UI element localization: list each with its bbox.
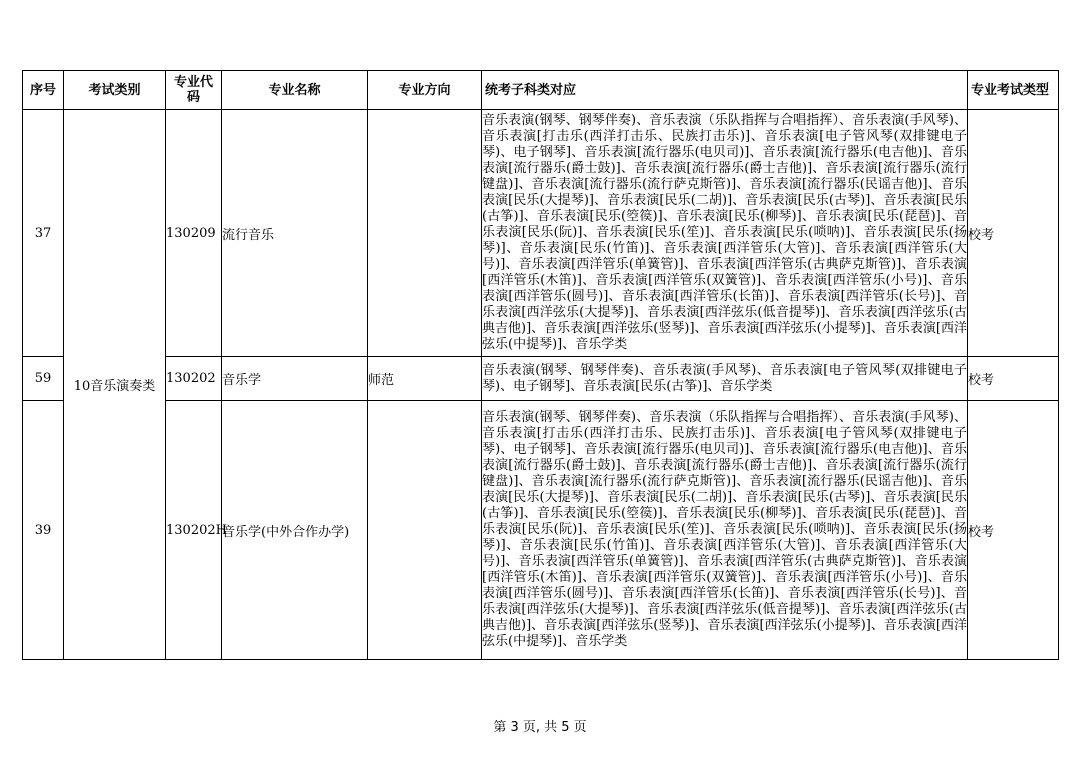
header-name: 专业名称 [222,71,368,110]
table-header-row [23,71,1059,110]
header-direction: 专业方向 [368,71,482,110]
header-code: 专业代码 [166,71,222,110]
page-number: 第 3 页, 共 5 页 [493,720,587,735]
header-exam-type: 专业考试类型 [968,71,1059,110]
seq-cell: 39 [23,401,64,660]
direction-cell [368,401,482,660]
table-row [23,110,1059,357]
exam-type-cell: 校考 [968,401,1059,660]
category-cell: 10音乐演奏类 [64,110,166,660]
major-name-cell: 音乐学(中外合作办学) [222,401,368,660]
subjects-cell: 音乐表演(钢琴、钢琴伴奏)、音乐表演(手风琴)、音乐表演[电子管风琴(双排键电子琴)、电子钢琴]、音乐表演[民乐(古筝)]、音乐学类 [482,357,968,401]
code-cell: 130209 [166,110,222,357]
header-subjects: 统考子科类对应 [482,71,968,110]
code-cell: 130202H [166,401,222,660]
code-cell: 130202 [166,357,222,401]
direction-cell [368,110,482,357]
seq-cell: 59 [23,357,64,401]
table-row [23,401,1059,660]
exam-type-cell: 校考 [968,110,1059,357]
major-name-cell: 音乐学 [222,357,368,401]
seq-cell: 37 [23,110,64,357]
major-name-cell: 流行音乐 [222,110,368,357]
header-category: 考试类别 [64,71,166,110]
header-seq: 序号 [23,71,64,110]
table-row [23,357,1059,401]
direction-cell: 师范 [368,357,482,401]
exam-type-cell: 校考 [968,357,1059,401]
admissions-table [22,70,1059,660]
subjects-cell: 音乐表演(钢琴、钢琴伴奏)、音乐表演（乐队指挥与合唱指挥）、音乐表演(手风琴)、音乐表演[打击乐(西洋打击乐、民族打击乐)]、音乐表演[电子管风琴(双排键电子琴)、电子钢琴]、音乐表演[流行器乐(电贝司)]、音乐表演[流行器乐(电吉他)]、音乐表演[流行器乐(爵士鼓)]、音乐表演[流行器乐(爵士吉他)]、音乐表演[流行器乐(流行键盘)]、音乐表演[流行器乐(流行萨克斯管)]、音乐表演[流行器乐(民谣吉他)]、音乐表演[民乐(大提琴)]、音乐表演[民乐(二胡)]、音乐表演[民乐(古琴)]、音乐表演[民乐(古筝)]、音乐表演[民乐(箜篌)]、音乐表演[民乐(柳琴)]、音乐表演[民乐(琵琶)]、音乐表演[民乐(阮)]、音乐表演[民乐(笙)]、音乐表演[民乐(唢呐)]、音乐表演[民乐(扬琴)]、音乐表演[民乐(竹笛)]、音乐表演[西洋管乐(大管)]、音乐表演[西洋管乐(大号)]、音乐表演[西洋管乐(单簧管)]、音乐表演[西洋管乐(古典萨克斯管)]、音乐表演[西洋管乐(木笛)]、音乐表演[西洋管乐(双簧管)]、音乐表演[西洋管乐(小号)]、音乐表演[西洋管乐(圆号)]、音乐表演[西洋管乐(长笛)]、音乐表演[西洋管乐(长号)]、音乐表演[西洋弦乐(大提琴)]、音乐表演[西洋弦乐(低音提琴)]、音乐表演[西洋弦乐(古典吉他)]、音乐表演[西洋弦乐(竖琴)]、音乐表演[西洋弦乐(小提琴)]、音乐表演[西洋弦乐(中提琴)]、音乐学类 [482,401,968,660]
subjects-cell: 音乐表演(钢琴、钢琴伴奏)、音乐表演（乐队指挥与合唱指挥）、音乐表演(手风琴)、音乐表演[打击乐(西洋打击乐、民族打击乐)]、音乐表演[电子管风琴(双排键电子琴)、电子钢琴]、音乐表演[流行器乐(电贝司)]、音乐表演[流行器乐(电吉他)]、音乐表演[流行器乐(爵士鼓)]、音乐表演[流行器乐(爵士吉他)]、音乐表演[流行器乐(流行键盘)]、音乐表演[流行器乐(流行萨克斯管)]、音乐表演[流行器乐(民谣吉他)]、音乐表演[民乐(大提琴)]、音乐表演[民乐(二胡)]、音乐表演[民乐(古琴)]、音乐表演[民乐(古筝)]、音乐表演[民乐(箜篌)]、音乐表演[民乐(柳琴)]、音乐表演[民乐(琵琶)]、音乐表演[民乐(阮)]、音乐表演[民乐(笙)]、音乐表演[民乐(唢呐)]、音乐表演[民乐(扬琴)]、音乐表演[民乐(竹笛)]、音乐表演[西洋管乐(大管)]、音乐表演[西洋管乐(大号)]、音乐表演[西洋管乐(单簧管)]、音乐表演[西洋管乐(古典萨克斯管)]、音乐表演[西洋管乐(木笛)]、音乐表演[西洋管乐(双簧管)]、音乐表演[西洋管乐(小号)]、音乐表演[西洋管乐(圆号)]、音乐表演[西洋管乐(长笛)]、音乐表演[西洋管乐(长号)]、音乐表演[西洋弦乐(大提琴)]、音乐表演[西洋弦乐(低音提琴)]、音乐表演[西洋弦乐(古典吉他)]、音乐表演[西洋弦乐(竖琴)]、音乐表演[西洋弦乐(小提琴)]、音乐表演[西洋弦乐(中提琴)]、音乐学类 [482,110,968,357]
